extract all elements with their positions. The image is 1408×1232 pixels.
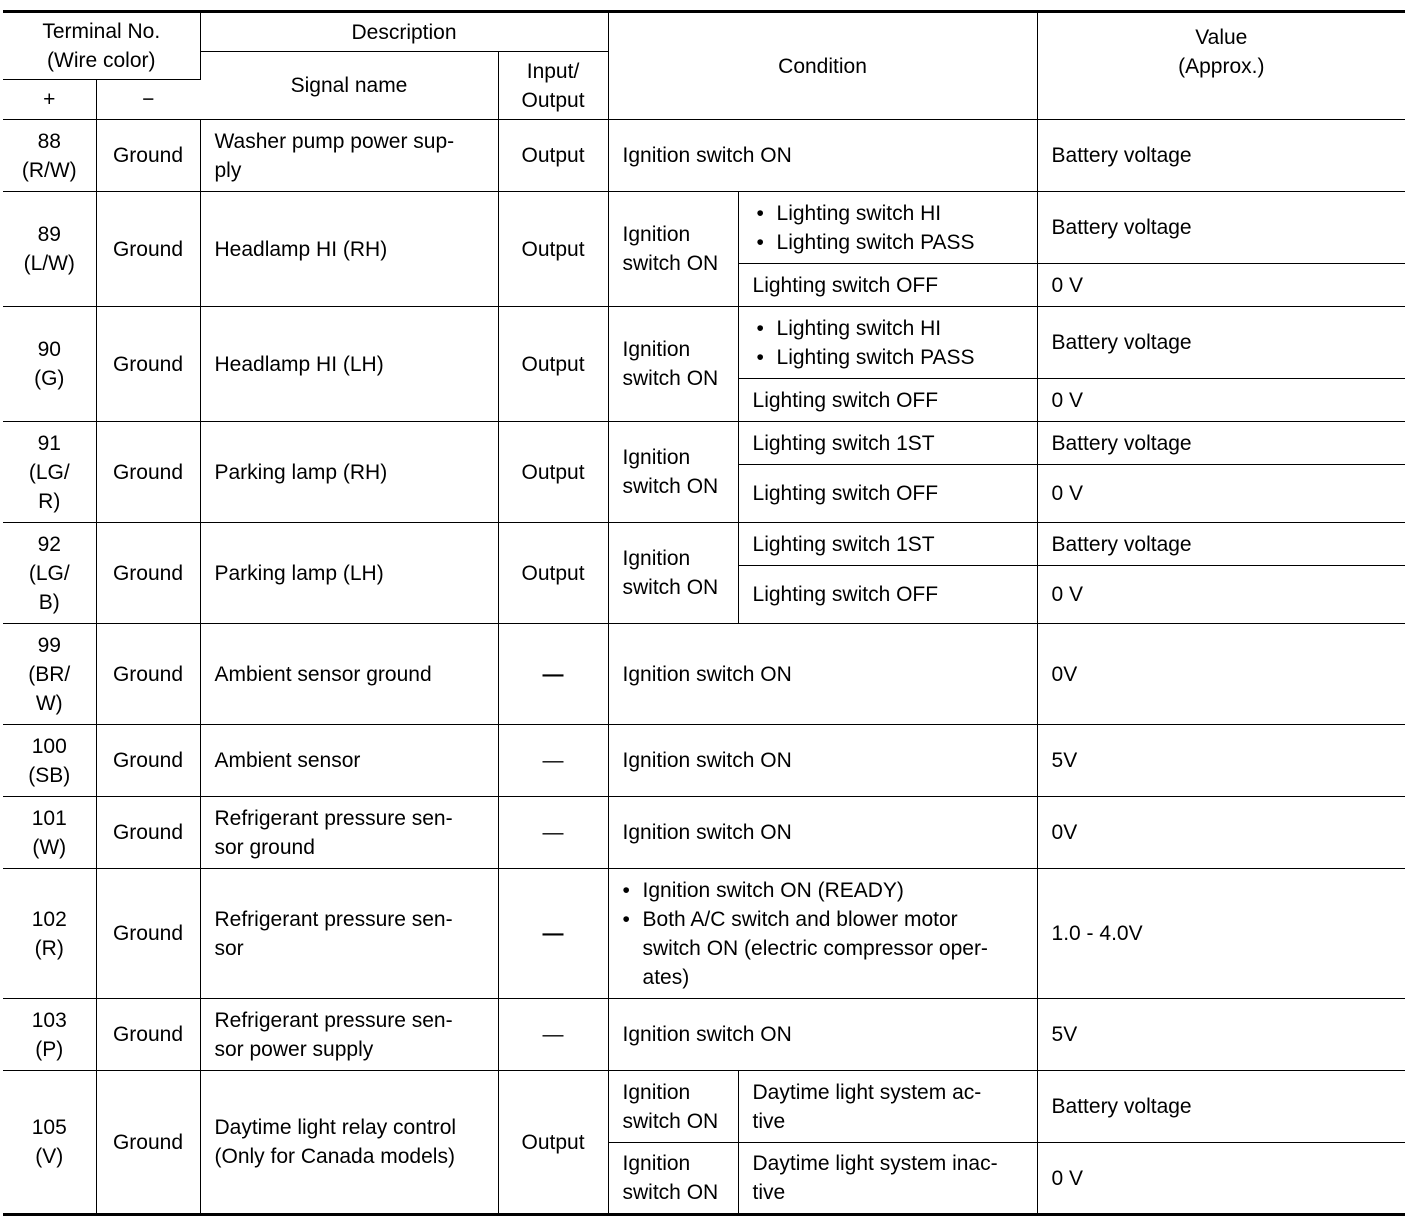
terminal-text: 99 (BR/ W) bbox=[28, 633, 71, 715]
condition-sub-text: Daytime light system ac- tive bbox=[752, 1080, 982, 1133]
ground-cell: Ground bbox=[96, 192, 200, 307]
table-row bbox=[3, 869, 1405, 999]
signal-cell bbox=[200, 999, 498, 1071]
condition-main-cell bbox=[608, 523, 738, 624]
value-cell: 1.0 - 4.0V bbox=[1037, 869, 1405, 999]
condition-sub-cell: Lighting switch 1ST bbox=[738, 523, 1037, 566]
terminal-text: 105 (V) bbox=[31, 1116, 67, 1168]
ground-cell: Ground bbox=[96, 120, 200, 192]
value-cell: Battery voltage bbox=[1037, 422, 1405, 465]
terminal-cell bbox=[3, 422, 96, 523]
condition-sub-cell bbox=[738, 1071, 1037, 1143]
table-row bbox=[3, 1071, 1405, 1143]
terminal-cell bbox=[3, 1071, 96, 1215]
value-cell: 5V bbox=[1037, 999, 1405, 1071]
header-minus: − bbox=[96, 80, 200, 120]
terminal-cell bbox=[3, 869, 96, 999]
terminal-cell bbox=[3, 523, 96, 624]
terminal-cell bbox=[3, 120, 96, 192]
terminal-table bbox=[3, 10, 1405, 1216]
io-cell: — bbox=[498, 797, 608, 869]
condition-bullets bbox=[753, 314, 1023, 372]
header-terminal bbox=[3, 12, 200, 80]
terminal-cell bbox=[3, 999, 96, 1071]
signal-cell: Ambient sensor bbox=[200, 725, 498, 797]
table-row bbox=[3, 725, 1405, 797]
condition-main-text: Ignition switch ON bbox=[622, 338, 719, 390]
condition-main-text: Ignition switch ON bbox=[622, 446, 719, 498]
signal-cell: Headlamp HI (LH) bbox=[200, 307, 498, 422]
value-cell: 0 V bbox=[1037, 1143, 1405, 1215]
signal-text: Washer pump power sup- ply bbox=[214, 129, 455, 182]
condition-sub-cell: Lighting switch 1ST bbox=[738, 422, 1037, 465]
io-cell: — bbox=[498, 624, 608, 725]
value-cell: 5V bbox=[1037, 725, 1405, 797]
terminal-text: 101 (W) bbox=[31, 806, 67, 859]
io-cell: Output bbox=[498, 120, 608, 192]
condition-cell: Ignition switch ON bbox=[608, 797, 1037, 869]
condition-main-cell bbox=[608, 422, 738, 523]
terminal-cell bbox=[3, 307, 96, 422]
condition-cell: Ignition switch ON bbox=[608, 624, 1037, 725]
terminal-text: 91 (LG/ R) bbox=[28, 431, 70, 513]
terminal-cell bbox=[3, 725, 96, 797]
header-io bbox=[498, 52, 608, 120]
bullet-item: • Lighting switch PASS bbox=[753, 228, 1023, 257]
value-cell: 0 V bbox=[1037, 264, 1405, 307]
condition-sub-cell: Lighting switch OFF bbox=[738, 264, 1037, 307]
signal-cell bbox=[200, 797, 498, 869]
condition-main-cell bbox=[608, 1071, 738, 1143]
condition-sub-cell bbox=[738, 307, 1037, 379]
condition-sub-cell bbox=[738, 192, 1037, 264]
io-cell: Output bbox=[498, 307, 608, 422]
io-cell: Output bbox=[498, 192, 608, 307]
condition-cell: Ignition switch ON bbox=[608, 120, 1037, 192]
header-value-text: Value (Approx.) bbox=[1178, 26, 1265, 78]
value-cell: Battery voltage bbox=[1037, 192, 1405, 264]
io-cell: Output bbox=[498, 523, 608, 624]
table-row bbox=[3, 797, 1405, 869]
table-row bbox=[3, 624, 1405, 725]
io-cell: Output bbox=[498, 422, 608, 523]
terminal-cell bbox=[3, 797, 96, 869]
signal-cell: Parking lamp (RH) bbox=[200, 422, 498, 523]
io-cell: Output bbox=[498, 1071, 608, 1215]
io-cell: — bbox=[498, 869, 608, 999]
table-row bbox=[3, 120, 1405, 192]
condition-sub-cell bbox=[738, 1143, 1037, 1215]
ground-cell: Ground bbox=[96, 869, 200, 999]
condition-cell: Ignition switch ON bbox=[608, 725, 1037, 797]
bullet-item bbox=[619, 905, 1023, 992]
terminal-text: 90 (G) bbox=[34, 338, 65, 390]
ground-cell: Ground bbox=[96, 307, 200, 422]
bullet-text: Both A/C switch and blower motor switch ON (electric compressor oper- ates) bbox=[642, 907, 988, 989]
condition-sub-cell: Lighting switch OFF bbox=[738, 465, 1037, 523]
signal-cell: Ambient sensor ground bbox=[200, 624, 498, 725]
header-value bbox=[1037, 12, 1405, 120]
condition-main-cell bbox=[608, 307, 738, 422]
bullet-item: • Lighting switch HI bbox=[753, 199, 1023, 228]
value-cell: Battery voltage bbox=[1037, 1071, 1405, 1143]
terminal-cell bbox=[3, 624, 96, 725]
header-io-text: Input/ Output bbox=[521, 59, 585, 112]
value-cell: 0 V bbox=[1037, 379, 1405, 422]
header-plus: + bbox=[3, 80, 96, 120]
condition-bullets bbox=[619, 876, 1023, 992]
header-terminal-text: Terminal No. (Wire color) bbox=[42, 20, 161, 72]
signal-cell bbox=[200, 120, 498, 192]
signal-cell: Parking lamp (LH) bbox=[200, 523, 498, 624]
io-cell: — bbox=[498, 725, 608, 797]
terminal-text: 89 (L/W) bbox=[23, 223, 75, 275]
signal-cell bbox=[200, 1071, 498, 1215]
header-description: Description bbox=[200, 12, 608, 52]
signal-text: Refrigerant pressure sen- sor ground bbox=[214, 806, 453, 859]
header-condition: Condition bbox=[608, 12, 1037, 120]
value-cell: Battery voltage bbox=[1037, 307, 1405, 379]
condition-bullets bbox=[753, 199, 1023, 257]
io-cell: — bbox=[498, 999, 608, 1071]
condition-sub-cell: Lighting switch OFF bbox=[738, 566, 1037, 624]
signal-text: Refrigerant pressure sen- sor power supply bbox=[214, 1008, 453, 1061]
terminal-text: 92 (LG/ B) bbox=[28, 532, 70, 614]
value-cell: Battery voltage bbox=[1037, 523, 1405, 566]
signal-text: Daytime light relay control (Only for Canada models) bbox=[214, 1116, 457, 1168]
condition-main-text: Ignition switch ON bbox=[622, 547, 719, 599]
condition-sub-cell: Lighting switch OFF bbox=[738, 379, 1037, 422]
value-cell: 0V bbox=[1037, 624, 1405, 725]
terminal-cell bbox=[3, 192, 96, 307]
condition-main-text: Ignition switch ON bbox=[622, 223, 719, 275]
condition-main-text: Ignition switch ON bbox=[622, 1152, 719, 1204]
ground-cell: Ground bbox=[96, 797, 200, 869]
bullet-item: • Lighting switch HI bbox=[753, 314, 1023, 343]
table-row bbox=[3, 422, 1405, 465]
terminal-text: 88 (R/W) bbox=[21, 129, 77, 182]
ground-cell: Ground bbox=[96, 523, 200, 624]
ground-cell: Ground bbox=[96, 624, 200, 725]
table-row bbox=[3, 999, 1405, 1071]
table-row bbox=[3, 523, 1405, 566]
condition-cell bbox=[608, 869, 1037, 999]
terminal-text: 103 (P) bbox=[31, 1008, 67, 1061]
signal-cell bbox=[200, 869, 498, 999]
bullet-item: • Ignition switch ON (READY) bbox=[619, 876, 1023, 905]
terminal-text: 100 (SB) bbox=[28, 734, 71, 787]
terminal-text: 102 (R) bbox=[31, 907, 67, 960]
table-row bbox=[3, 307, 1405, 379]
ground-cell: Ground bbox=[96, 1071, 200, 1215]
signal-cell: Headlamp HI (RH) bbox=[200, 192, 498, 307]
value-cell: Battery voltage bbox=[1037, 120, 1405, 192]
table-row bbox=[3, 192, 1405, 264]
ground-cell: Ground bbox=[96, 725, 200, 797]
condition-main-cell bbox=[608, 192, 738, 307]
ground-cell: Ground bbox=[96, 999, 200, 1071]
ground-cell: Ground bbox=[96, 422, 200, 523]
value-cell: 0 V bbox=[1037, 566, 1405, 624]
condition-sub-text: Daytime light system inac- tive bbox=[752, 1152, 998, 1204]
signal-text: Refrigerant pressure sen- sor bbox=[214, 907, 453, 960]
bullet-item: • Lighting switch PASS bbox=[753, 343, 1023, 372]
value-cell: 0 V bbox=[1037, 465, 1405, 523]
value-cell: 0V bbox=[1037, 797, 1405, 869]
condition-main-text: Ignition switch ON bbox=[622, 1080, 719, 1133]
condition-main-cell bbox=[608, 1143, 738, 1215]
header-signal-name: Signal name bbox=[200, 52, 498, 120]
condition-cell: Ignition switch ON bbox=[608, 999, 1037, 1071]
